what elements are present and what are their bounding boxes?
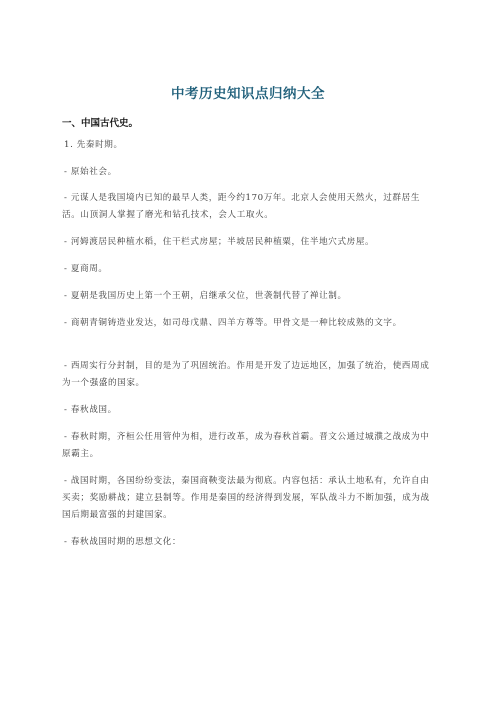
paragraph: - 原始社会。 <box>64 167 117 177</box>
document-title: 中考历史知识点归纳大全 <box>171 86 325 102</box>
paragraph: - 春秋战国。 <box>64 405 117 415</box>
paragraph: - 春秋时期，齐桓公任用管仲为相，进行改革，成为春秋首霸。晋文公通过城濮之战成为中原霸主。 <box>62 432 430 459</box>
paragraph: 1. 先秦时期。 <box>64 140 123 150</box>
paragraph: - 河姆渡居民种植水稻，住干栏式房屋；半坡居民种植粟，住半地穴式房屋。 <box>64 237 375 247</box>
paragraph: - 春秋战国时期的思想文化： <box>64 537 182 547</box>
paragraph: - 西周实行分封制，目的是为了巩固统治。作用是开发了边远地区，加强了统治，使西周成为一个强盛的国家。 <box>62 361 430 388</box>
section-heading: 一、中国古代史。 <box>62 118 139 129</box>
paragraph: - 元谋人是我国境内已知的最早人类，距今约170万年。北京人会使用天然火，过群居生活。山顶洞人掌握了磨光和钻孔技术，会人工取火。 <box>62 193 421 220</box>
paragraph: - 商朝青铜铸造业发达，如司母戊鼎、四羊方尊等。甲骨文是一种比较成熟的文字。 <box>64 318 402 328</box>
paragraph: - 战国时期，各国纷纷变法，秦国商鞅变法最为彻底。内容包括：承认土地私有，允许自由买卖；奖励耕战；建立县制等。作用是秦国的经济得到发展，军队战斗力不断加强，成为战国后期最富强的封建国家。 <box>62 476 430 520</box>
paragraph: - 夏商周。 <box>64 264 108 274</box>
paragraph: - 夏朝是我国历史上第一个王朝，启继承父位，世袭制代替了禅让制。 <box>64 291 347 301</box>
